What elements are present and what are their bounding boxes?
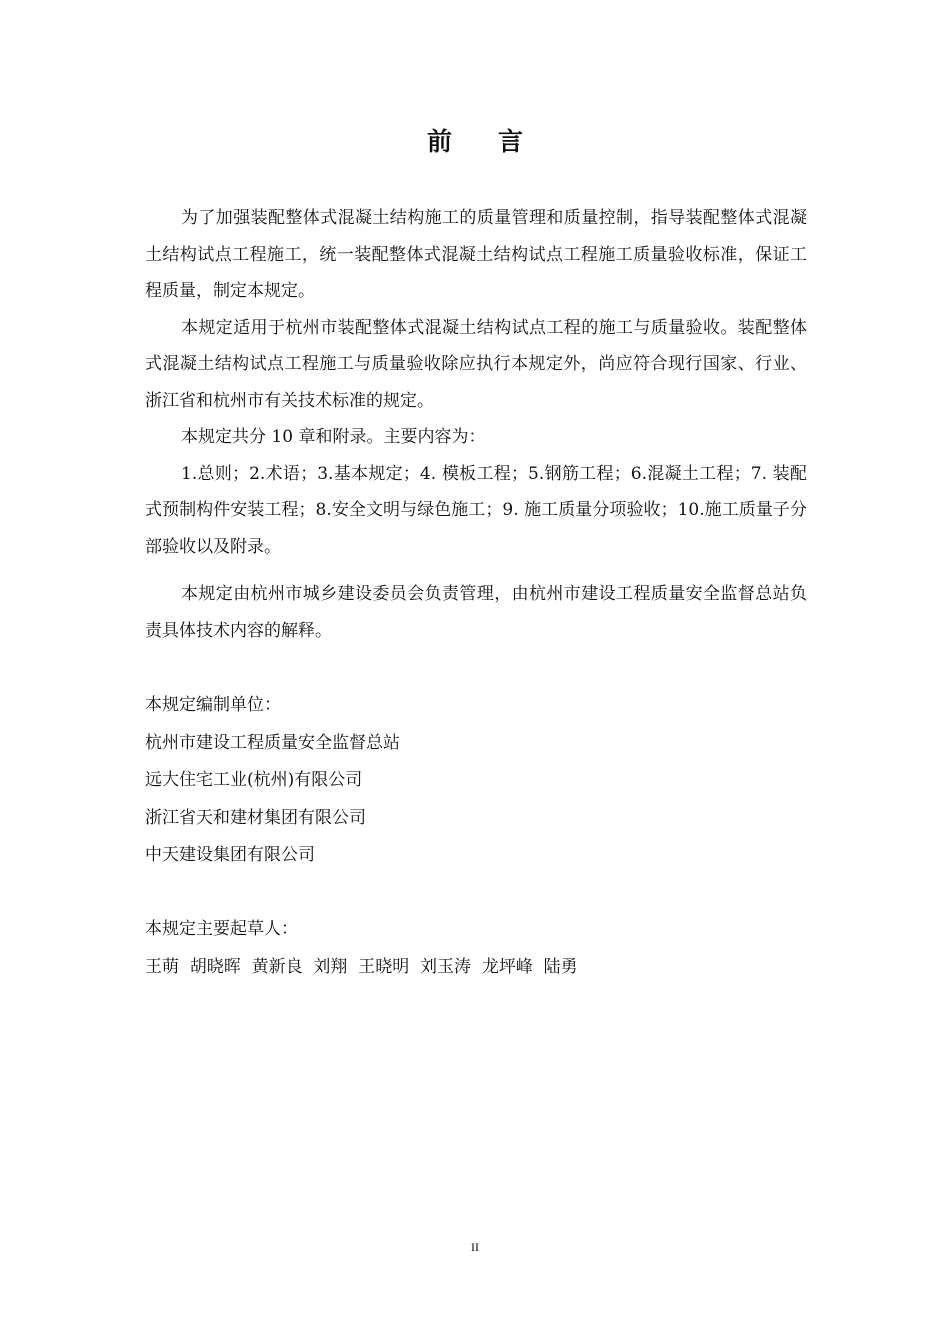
paragraph-structure: 本规定共分 10 章和附录。主要内容为：: [181, 427, 486, 447]
preface-body: [145, 200, 807, 565]
preface-management: [145, 576, 807, 649]
page-title: 前言: [426, 127, 569, 156]
page-number: II: [471, 1240, 479, 1254]
paragraph-purpose: 为了加强装配整体式混凝土结构施工的质量管理和质量控制，指导装配整体式混凝土结构试点工程施工，统一装配整体式混凝土结构试点工程施工质量验收标准，保证工程质量，制定本规定。: [145, 208, 807, 301]
drafters-section: [145, 911, 807, 986]
compiler-unit: 远大住宅工业(杭州)有限公司: [145, 770, 363, 790]
paragraph-management: 本规定由杭州市城乡建设委员会负责管理，由杭州市建设工程质量安全监督总站负责具体技术内容的解释。: [145, 584, 807, 641]
drafters-names: 王萌 胡晓晖 黄新良 刘翔 王晓明 刘玉涛 龙坪峰 陆勇: [145, 956, 578, 977]
paragraph-chapter-list: 1.总则；2.术语；3.基本规定；4. 模板工程；5.钢筋工程；6.混凝土工程；7. 装配式预制构件安装工程；8.安全文明与绿色施工；9. 施工质量分项验收；10.施工质量子分部验收以及附录。: [145, 463, 807, 557]
compiler-unit: 中天建设集团有限公司: [145, 845, 315, 865]
paragraph-scope: 本规定适用于杭州市装配整体式混凝土结构试点工程的施工与质量验收。装配整体式混凝土结构试点工程施工与质量验收除应执行本规定外，尚应符合现行国家、行业、浙江省和杭州市有关技术标准的规定。: [145, 317, 807, 411]
compiler-units-section: [145, 687, 807, 875]
compiler-units-heading: 本规定编制单位：: [145, 695, 281, 715]
compiler-unit: 杭州市建设工程质量安全监督总站: [145, 732, 400, 753]
drafters-heading: 本规定主要起草人：: [145, 919, 298, 939]
compiler-unit: 浙江省天和建材集团有限公司: [145, 807, 366, 828]
